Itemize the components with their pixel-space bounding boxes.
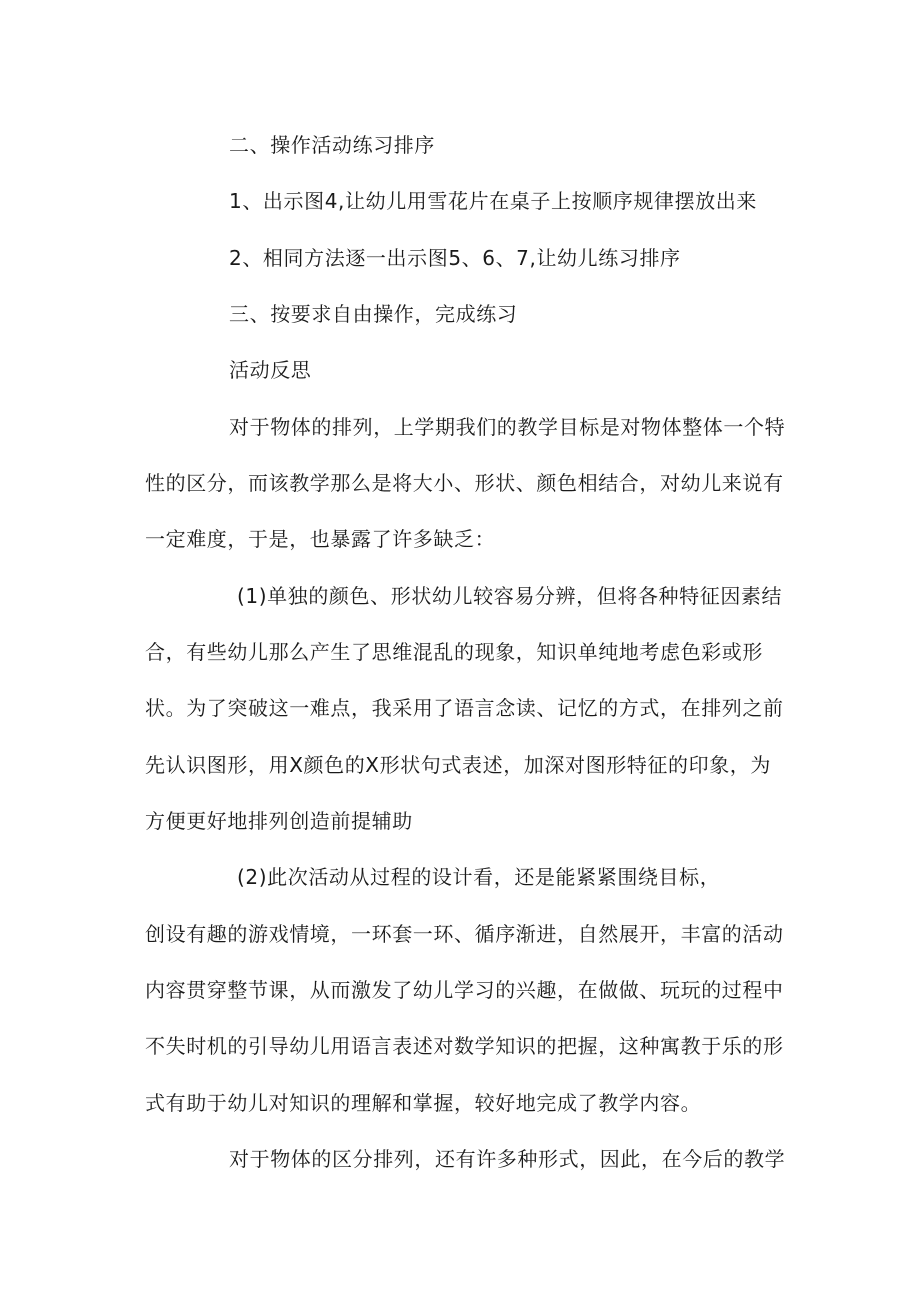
point-two-line: 创设有趣的游戏情境，一环套一环、循序渐进，自然展开，丰富的活动 — [145, 922, 784, 946]
section-two-heading: 二、操作活动练习排序 — [229, 133, 435, 157]
step-one: 1、出示图4,让幼儿用雪花片在桌子上按顺序规律摆放出来 — [229, 189, 758, 213]
point-two-line: (2)此次活动从过程的设计看，还是能紧紧围绕目标， — [237, 865, 721, 889]
paragraph-one-line: 对于物体的排列，上学期我们的教学目标是对物体整体一个特 — [229, 415, 786, 439]
point-one-line: 合，有些幼儿那么产生了思维混乱的现象，知识单纯地考虑色彩或形 — [145, 640, 763, 664]
point-two-line: 式有助于幼儿对知识的理解和掌握，较好地完成了教学内容。 — [145, 1091, 702, 1115]
point-one-line: 方便更好地排列创造前提辅助 — [145, 809, 413, 833]
reflection-heading: 活动反思 — [229, 358, 312, 382]
point-one-line: 状。为了突破这一难点，我采用了语言念读、记忆的方式，在排列之前 — [145, 696, 784, 720]
paragraph-one-line: 性的区分，而该教学那么是将大小、形状、颜色相结合，对幼儿来说有 — [145, 471, 784, 495]
step-two: 2、相同方法逐一出示图5、6、7,让幼儿练习排序 — [229, 246, 681, 270]
point-two-line: 内容贯穿整节课，从而激发了幼儿学习的兴趣，在做做、玩玩的过程中 — [145, 978, 784, 1002]
section-three-heading: 三、按要求自由操作，完成练习 — [229, 302, 518, 326]
paragraph-one-line: 一定难度，于是，也暴露了许多缺乏： — [145, 527, 496, 551]
point-one-line: 先认识图形，用X颜色的X形状句式表述，加深对图形特征的印象，为 — [145, 753, 772, 777]
point-two-line: 不失时机的引导幼儿用语言表述对数学知识的把握，这种寓教于乐的形 — [145, 1034, 784, 1058]
paragraph-last-line: 对于物体的区分排列，还有许多种形式，因此，在今后的教学 — [229, 1147, 786, 1171]
point-one-line: (1)单独的颜色、形状幼儿较容易分辨，但将各种特征因素结 — [237, 584, 783, 608]
